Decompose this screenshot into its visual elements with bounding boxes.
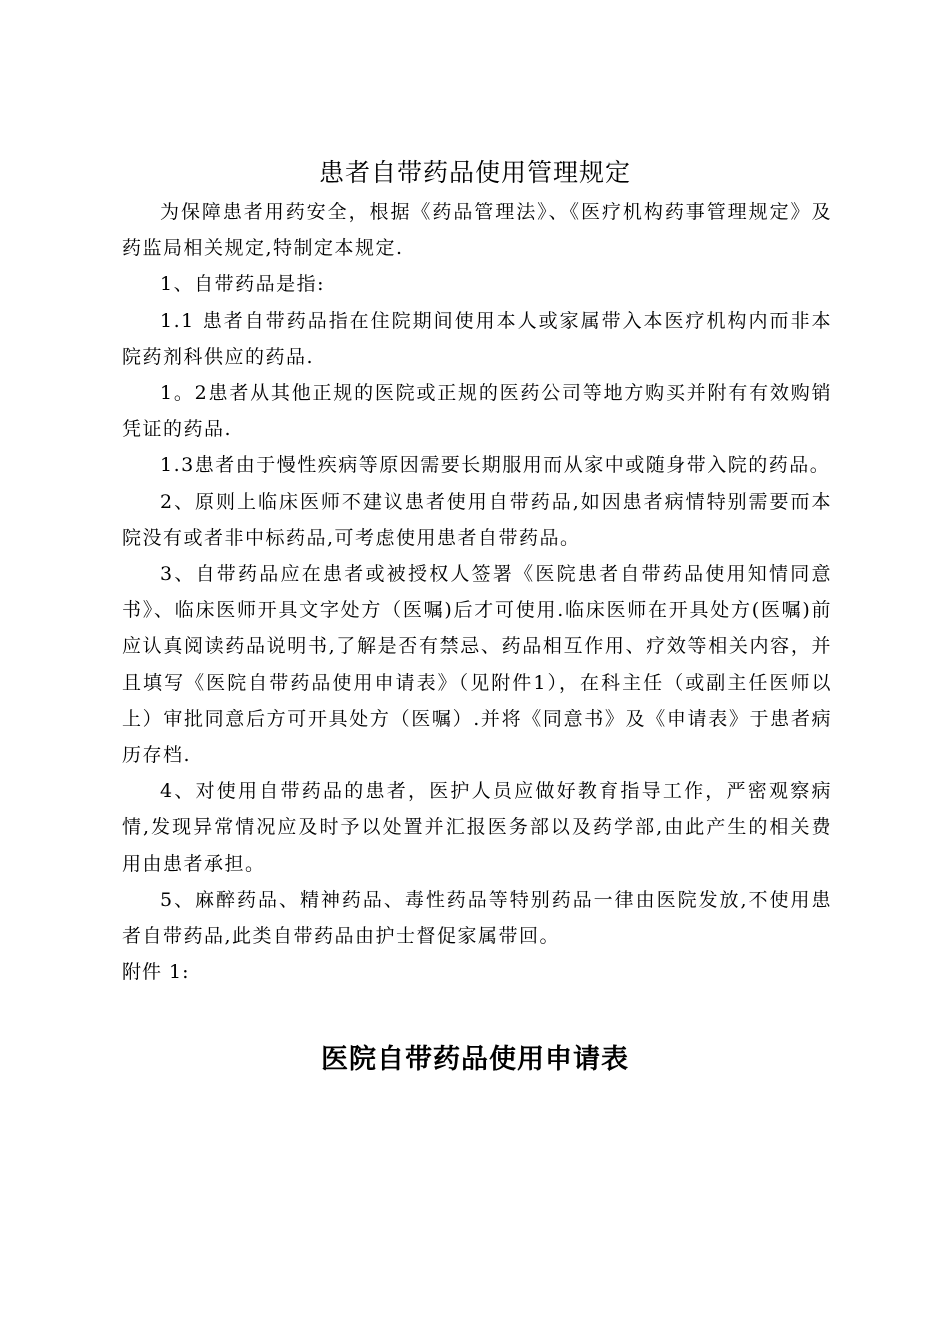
paragraph-section-1-1: 1.1 患者自带药品指在住院期间使用本人或家属带入本医疗机构内而非本院药剂科供应的药品. xyxy=(122,309,832,368)
document-title: 患者自带药品使用管理规定 xyxy=(318,158,631,187)
paragraph-section-1: 1、自带药品是指: xyxy=(160,273,325,296)
paragraph-section-3: 3、自带药品应在患者或被授权人签署《医院患者自带药品使用知情同意书》、临床医师开具文字处方（医嘱)后才可使用.临床医师在开具处方(医嘱)前应认真阅读药品说明书,了解是否有禁忌、药品相互作用、疗效等相关内容，并且填写《医院自带药品使用申请表》（见附件1），在科主任（或副主任医师以上）审批同意后方可开具处方（医嘱）.并将《同意书》及《申请表》于患者病历存档. xyxy=(122,563,832,767)
annex-label: 附件 1: xyxy=(122,961,190,984)
form-title: 医院自带药品使用申请表 xyxy=(321,1044,629,1075)
paragraph-intro: 为保障患者用药安全，根据《药品管理法》、《医疗机构药事管理规定》及药监局相关规定,特制定本规定. xyxy=(122,201,832,260)
paragraph-section-2: 2、原则上临床医师不建议患者使用自带药品,如因患者病情特别需要而本院没有或者非中标药品,可考虑使用患者自带药品。 xyxy=(122,490,832,549)
document-body xyxy=(122,194,832,990)
paragraph-section-1-2: 1。2患者从其他正规的医院或正规的医药公司等地方购买并附有有效购销凭证的药品. xyxy=(122,382,832,441)
paragraph-section-5: 5、麻醉药品、精神药品、毒性药品等特别药品一律由医院发放,不使用患者自带药品,此类自带药品由护士督促家属带回。 xyxy=(122,888,832,948)
paragraph-section-4: 4、对使用自带药品的患者，医护人员应做好教育指导工作，严密观察病情,发现异常情况应及时予以处置并汇报医务部以及药学部,由此产生的相关费用由患者承担。 xyxy=(122,780,832,875)
paragraph-section-1-3: 1.3患者由于慢性疾病等原因需要长期服用而从家中或随身带入院的药品。 xyxy=(160,454,831,477)
